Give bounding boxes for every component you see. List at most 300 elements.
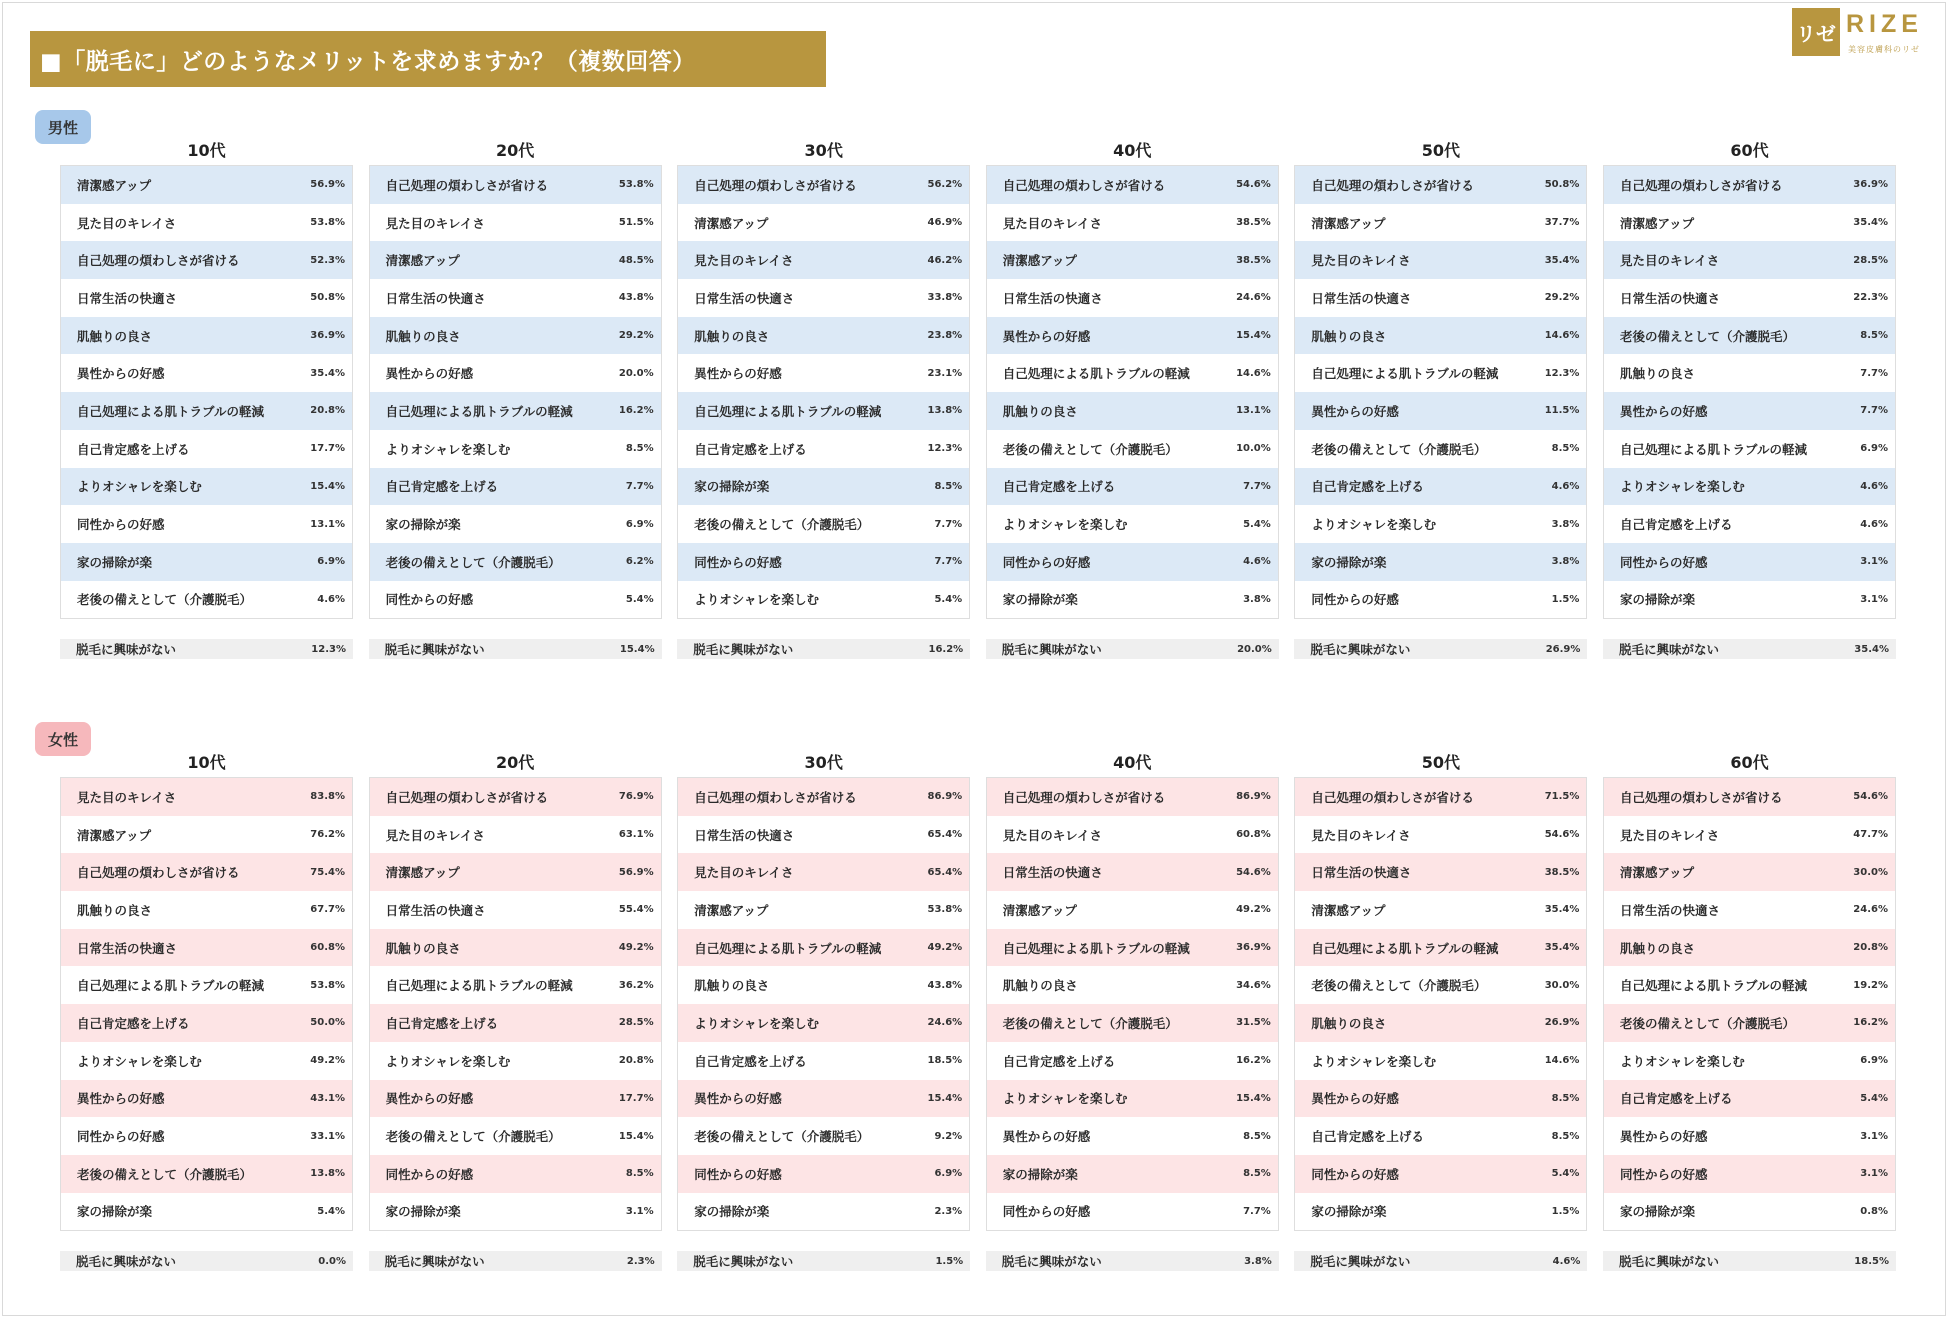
merit-percentage: 67.7%	[310, 904, 345, 916]
merit-percentage: 48.5%	[618, 254, 654, 266]
merit-percentage: 29.2%	[618, 330, 654, 342]
no-interest-label: 脱毛に興味がない	[1310, 1254, 1411, 1269]
merit-label: 清潔感アップ	[1002, 902, 1077, 918]
ranking-row	[61, 430, 352, 468]
merit-percentage: 8.5%	[625, 1168, 654, 1180]
merit-label: 自己肯定感を上げる	[1311, 479, 1424, 495]
ranking-row	[1604, 1155, 1895, 1193]
ranking-row	[987, 966, 1278, 1004]
ranking-row	[370, 1193, 661, 1231]
merit-percentage: 15.4%	[1236, 330, 1271, 342]
merit-label: 異性からの好感	[694, 1091, 782, 1107]
merit-label: 老後の備えとして（介護脱毛）	[77, 592, 253, 608]
ranking-row	[61, 279, 352, 317]
ranking-row	[987, 543, 1278, 581]
no-interest-percentage: 15.4%	[619, 643, 655, 655]
merit-percentage: 3.1%	[1860, 1130, 1888, 1142]
merit-percentage: 12.3%	[1544, 367, 1580, 379]
ranking-row	[61, 1080, 352, 1118]
ranking-row	[987, 279, 1278, 317]
ranking-row	[1295, 166, 1586, 204]
merit-label: 肌触りの良さ	[694, 978, 770, 994]
merit-label: 肌触りの良さ	[385, 328, 461, 344]
merit-label: 自己処理による肌トラブルの軽減	[1620, 441, 1808, 457]
ranking-row	[1604, 505, 1895, 543]
merit-label: 見た目のキレイさ	[385, 827, 485, 843]
merit-percentage: 56.9%	[310, 179, 345, 191]
ranking-row	[370, 581, 661, 619]
merit-label: 同性からの好感	[1311, 1166, 1399, 1182]
age-column-header: 10代	[187, 141, 226, 160]
merit-percentage: 46.9%	[927, 217, 963, 229]
merit-percentage: 3.1%	[1860, 593, 1888, 605]
no-interest-label: 脱毛に興味がない	[1619, 1254, 1720, 1269]
age-column-header: 50代	[1421, 141, 1461, 160]
age-column-header: 30代	[804, 753, 843, 772]
ranking-row	[61, 816, 352, 854]
ranking-row	[987, 853, 1278, 891]
merit-label: 清潔感アップ	[694, 215, 769, 231]
ranking-row	[678, 966, 969, 1004]
ranking-row	[987, 1080, 1278, 1118]
logo-subtitle: 美容皮膚科のリゼ	[1848, 45, 1920, 54]
merit-label: 老後の備えとして（介護脱毛）	[385, 1129, 561, 1145]
merit-percentage: 11.5%	[1544, 405, 1580, 417]
merit-percentage: 20.8%	[618, 1055, 654, 1067]
merit-label: 異性からの好感	[1002, 328, 1091, 344]
age-column	[677, 138, 970, 657]
no-interest-row	[986, 639, 1279, 659]
merit-label: 家の掃除が楽	[694, 479, 770, 495]
age-column	[1603, 750, 1896, 1269]
merit-percentage: 1.5%	[1551, 593, 1580, 605]
merit-label: 日常生活の快適さ	[694, 290, 795, 306]
ranking-row	[1604, 853, 1895, 891]
merit-percentage: 13.8%	[310, 1168, 345, 1180]
ranking-row	[1604, 468, 1895, 506]
ranking-list	[986, 165, 1279, 619]
ranking-row	[987, 929, 1278, 967]
merit-percentage: 6.9%	[1860, 443, 1888, 455]
merit-label: 自己処理の煩わしさが省ける	[694, 177, 857, 193]
merit-percentage: 16.2%	[1853, 1017, 1888, 1029]
merit-percentage: 38.5%	[1544, 866, 1580, 878]
merit-label: 日常生活の快適さ	[1002, 290, 1103, 306]
ranking-row	[1295, 1042, 1586, 1080]
merit-percentage: 2.3%	[934, 1205, 963, 1217]
merit-percentage: 6.9%	[317, 556, 345, 568]
ranking-row	[1295, 279, 1586, 317]
ranking-row	[678, 392, 969, 430]
merit-percentage: 53.8%	[618, 179, 654, 191]
merit-label: 老後の備えとして（介護脱毛）	[1002, 1015, 1178, 1031]
ranking-list	[60, 777, 353, 1231]
merit-label: 自己処理の煩わしさが省ける	[1620, 789, 1783, 805]
ranking-row	[1295, 891, 1586, 929]
ranking-list	[1294, 165, 1587, 619]
ranking-row	[370, 354, 661, 392]
ranking-row	[1604, 392, 1895, 430]
age-column-header: 10代	[187, 753, 226, 772]
merit-label: 自己肯定感を上げる	[694, 441, 807, 457]
ranking-row	[370, 1155, 661, 1193]
ranking-row	[1604, 891, 1895, 929]
ranking-row	[678, 891, 969, 929]
ranking-row	[678, 1080, 969, 1118]
merit-percentage: 13.1%	[1236, 405, 1271, 417]
merit-label: 肌触りの良さ	[1620, 940, 1696, 956]
age-column-header: 30代	[804, 141, 843, 160]
ranking-row	[61, 581, 352, 619]
age-column-header: 50代	[1421, 753, 1461, 772]
ranking-row	[987, 1042, 1278, 1080]
ranking-row	[987, 816, 1278, 854]
merit-percentage: 17.7%	[618, 1092, 654, 1104]
merit-percentage: 26.9%	[1544, 1017, 1580, 1029]
merit-label: 日常生活の快適さ	[77, 940, 178, 956]
merit-percentage: 15.4%	[1236, 1092, 1271, 1104]
merit-label: 自己肯定感を上げる	[77, 441, 190, 457]
merit-percentage: 36.9%	[1236, 942, 1271, 954]
merit-percentage: 30.0%	[1544, 979, 1580, 991]
no-interest-row	[60, 639, 353, 659]
merit-label: 同性からの好感	[385, 592, 474, 608]
ranking-list	[677, 165, 970, 619]
ranking-row	[61, 204, 352, 242]
ranking-row	[61, 1193, 352, 1231]
merit-percentage: 43.8%	[618, 292, 654, 304]
merit-label: 家の掃除が楽	[1002, 1166, 1078, 1182]
ranking-list	[986, 777, 1279, 1231]
ranking-row	[1604, 778, 1895, 816]
age-column	[369, 138, 662, 657]
merit-label: 自己処理による肌トラブルの軽減	[385, 403, 573, 419]
merit-label: 自己処理による肌トラブルの軽減	[77, 403, 265, 419]
merit-percentage: 54.6%	[1236, 866, 1271, 878]
merit-percentage: 13.8%	[927, 405, 963, 417]
merit-label: 自己処理の煩わしさが省ける	[77, 865, 240, 881]
age-column-header: 40代	[1113, 141, 1152, 160]
ranking-list	[1294, 777, 1587, 1231]
merit-percentage: 76.2%	[310, 829, 345, 841]
ranking-row	[678, 241, 969, 279]
ranking-row	[1295, 1080, 1586, 1118]
merit-label: 異性からの好感	[77, 366, 165, 382]
merit-percentage: 22.3%	[1853, 292, 1888, 304]
ranking-row	[1295, 1155, 1586, 1193]
ranking-row	[370, 891, 661, 929]
rize-logo	[1792, 8, 1948, 56]
ranking-row	[987, 1004, 1278, 1042]
merit-percentage: 14.6%	[1236, 367, 1271, 379]
ranking-row	[370, 166, 661, 204]
ranking-row	[678, 1155, 969, 1193]
merit-label: 自己処理の煩わしさが省ける	[1002, 177, 1166, 193]
merit-label: 同性からの好感	[694, 1166, 782, 1182]
ranking-row	[678, 204, 969, 242]
merit-percentage: 63.1%	[618, 829, 654, 841]
merit-percentage: 5.4%	[1243, 518, 1271, 530]
merit-label: 自己肯定感を上げる	[77, 1015, 190, 1031]
merit-percentage: 23.8%	[927, 330, 963, 342]
merit-label: 肌触りの良さ	[385, 940, 461, 956]
ranking-row	[370, 279, 661, 317]
merit-label: よりオシャレを楽しむ	[77, 479, 202, 495]
merit-percentage: 46.2%	[927, 254, 963, 266]
ranking-list	[60, 165, 353, 619]
merit-label: 見た目のキレイさ	[1311, 253, 1411, 269]
merit-percentage: 75.4%	[310, 866, 345, 878]
ranking-row	[987, 241, 1278, 279]
logo-wordmark: RIZE	[1846, 10, 1923, 38]
merit-percentage: 29.2%	[1544, 292, 1580, 304]
merit-percentage: 5.4%	[625, 593, 654, 605]
merit-percentage: 0.8%	[1860, 1205, 1888, 1217]
age-column	[986, 138, 1279, 657]
no-interest-percentage: 18.5%	[1854, 1255, 1889, 1267]
merit-label: 自己処理による肌トラブルの軽減	[1620, 978, 1808, 994]
ranking-row	[1295, 505, 1586, 543]
ranking-row	[1295, 929, 1586, 967]
ranking-row	[370, 543, 661, 581]
merit-label: よりオシャレを楽しむ	[385, 1053, 511, 1069]
merit-label: 老後の備えとして（介護脱毛）	[77, 1166, 253, 1182]
ranking-row	[678, 581, 969, 619]
merit-percentage: 53.8%	[310, 979, 345, 991]
merit-percentage: 20.8%	[310, 405, 345, 417]
merit-label: 自己処理の煩わしさが省ける	[694, 789, 857, 805]
merit-label: 自己処理による肌トラブルの軽減	[77, 978, 265, 994]
no-interest-row	[986, 1251, 1279, 1271]
ranking-row	[1604, 430, 1895, 468]
merit-percentage: 38.5%	[1236, 254, 1271, 266]
merit-percentage: 20.0%	[618, 367, 654, 379]
ranking-row	[1295, 354, 1586, 392]
merit-label: 自己肯定感を上げる	[1620, 1091, 1733, 1107]
age-column	[1294, 750, 1587, 1269]
ranking-row	[987, 317, 1278, 355]
merit-percentage: 23.1%	[927, 367, 963, 379]
ranking-row	[61, 1004, 352, 1042]
merit-label: 自己処理による肌トラブルの軽減	[385, 978, 573, 994]
ranking-row	[1295, 778, 1586, 816]
merit-percentage: 6.9%	[934, 1168, 963, 1180]
merit-label: 清潔感アップ	[1002, 253, 1077, 269]
ranking-row	[678, 354, 969, 392]
no-interest-percentage: 3.8%	[1244, 1255, 1272, 1267]
ranking-row	[1295, 317, 1586, 355]
merit-percentage: 54.6%	[1236, 179, 1271, 191]
no-interest-row	[369, 639, 662, 659]
ranking-row	[1295, 204, 1586, 242]
merit-label: 同性からの好感	[385, 1166, 474, 1182]
merit-label: 見た目のキレイさ	[1002, 215, 1103, 231]
merit-label: 異性からの好感	[77, 1091, 165, 1107]
merit-label: 自己処理による肌トラブルの軽減	[1002, 366, 1190, 382]
gender-badge-female: 女性	[35, 722, 91, 756]
ranking-row	[987, 1193, 1278, 1231]
no-interest-label: 脱毛に興味がない	[1001, 642, 1102, 657]
ranking-row	[987, 354, 1278, 392]
ranking-row	[678, 468, 969, 506]
ranking-row	[370, 1042, 661, 1080]
merit-label: 肌触りの良さ	[1002, 403, 1078, 419]
ranking-row	[370, 929, 661, 967]
no-interest-percentage: 16.2%	[928, 643, 964, 655]
merit-label: 見た目のキレイさ	[1620, 827, 1720, 843]
merit-label: よりオシャレを楽しむ	[694, 1015, 819, 1031]
no-interest-percentage: 12.3%	[311, 643, 346, 655]
age-column-header: 20代	[495, 753, 535, 772]
no-interest-percentage: 26.9%	[1545, 643, 1581, 655]
merit-label: 日常生活の快適さ	[1002, 865, 1103, 881]
ranking-list	[1603, 777, 1896, 1231]
merit-label: 異性からの好感	[385, 366, 474, 382]
merit-label: 異性からの好感	[1620, 1129, 1708, 1145]
merit-label: 自己処理による肌トラブルの軽減	[1002, 940, 1190, 956]
merit-percentage: 14.6%	[1544, 1055, 1580, 1067]
ranking-row	[1295, 392, 1586, 430]
merit-percentage: 3.1%	[1860, 556, 1888, 568]
merit-label: 自己処理の煩わしさが省ける	[1311, 177, 1474, 193]
merit-percentage: 49.2%	[310, 1055, 345, 1067]
no-interest-label: 脱毛に興味がない	[384, 1254, 485, 1269]
merit-percentage: 24.6%	[1853, 904, 1888, 916]
ranking-row	[1604, 241, 1895, 279]
no-interest-percentage: 20.0%	[1237, 643, 1272, 655]
merit-percentage: 7.7%	[934, 518, 963, 530]
ranking-row	[61, 354, 352, 392]
merit-label: 見た目のキレイさ	[385, 215, 485, 231]
merit-percentage: 5.4%	[1860, 1092, 1888, 1104]
merit-percentage: 71.5%	[1544, 791, 1580, 803]
merit-label: 清潔感アップ	[694, 902, 769, 918]
merit-label: 異性からの好感	[1620, 403, 1708, 419]
ranking-row	[678, 1117, 969, 1155]
merit-label: よりオシャレを楽しむ	[1620, 479, 1745, 495]
merit-label: 家の掃除が楽	[77, 554, 153, 570]
merit-label: 老後の備えとして（介護脱毛）	[1311, 978, 1487, 994]
merit-label: 自己処理による肌トラブルの軽減	[694, 403, 882, 419]
ranking-row	[1604, 317, 1895, 355]
merit-label: 同性からの好感	[1002, 554, 1091, 570]
merit-percentage: 49.2%	[1236, 904, 1271, 916]
merit-label: 同性からの好感	[1311, 592, 1399, 608]
merit-label: 家の掃除が楽	[1311, 554, 1387, 570]
merit-label: 老後の備えとして（介護脱毛）	[1311, 441, 1487, 457]
merit-label: 家の掃除が楽	[1620, 592, 1696, 608]
merit-percentage: 50.8%	[310, 292, 345, 304]
ranking-row	[678, 279, 969, 317]
merit-percentage: 7.7%	[1243, 480, 1271, 492]
merit-percentage: 7.7%	[934, 556, 963, 568]
merit-percentage: 9.2%	[934, 1130, 963, 1142]
ranking-row	[370, 430, 661, 468]
age-column	[1603, 138, 1896, 657]
merit-percentage: 76.9%	[618, 791, 654, 803]
ranking-row	[370, 778, 661, 816]
ranking-list	[369, 165, 662, 619]
merit-label: 日常生活の快適さ	[385, 902, 486, 918]
merit-percentage: 47.7%	[1853, 829, 1888, 841]
merit-percentage: 3.8%	[1243, 593, 1271, 605]
no-interest-row	[1294, 1251, 1587, 1271]
age-column	[60, 750, 353, 1269]
merit-percentage: 4.6%	[1860, 480, 1888, 492]
ranking-list	[677, 777, 970, 1231]
ranking-row	[370, 1117, 661, 1155]
merit-label: 異性からの好感	[694, 366, 782, 382]
ranking-row	[987, 166, 1278, 204]
ranking-row	[61, 891, 352, 929]
merit-label: 清潔感アップ	[385, 253, 460, 269]
ranking-row	[678, 778, 969, 816]
ranking-list	[1603, 165, 1896, 619]
merit-percentage: 50.8%	[1544, 179, 1580, 191]
ranking-row	[1604, 204, 1895, 242]
ranking-row	[1295, 430, 1586, 468]
merit-percentage: 35.4%	[1544, 942, 1580, 954]
merit-label: 同性からの好感	[1002, 1204, 1091, 1220]
merit-label: 肌触りの良さ	[77, 328, 153, 344]
merit-percentage: 15.4%	[618, 1130, 654, 1142]
no-interest-label: 脱毛に興味がない	[76, 642, 177, 657]
ranking-row	[1604, 543, 1895, 581]
merit-label: 家の掃除が楽	[385, 1204, 461, 1220]
merit-label: 見た目のキレイさ	[1620, 253, 1720, 269]
merit-label: 自己肯定感を上げる	[1002, 479, 1116, 495]
ranking-row	[678, 505, 969, 543]
ranking-row	[678, 1042, 969, 1080]
ranking-row	[370, 317, 661, 355]
merit-label: 家の掃除が楽	[1002, 592, 1078, 608]
merit-percentage: 3.1%	[625, 1205, 654, 1217]
ranking-row	[678, 853, 969, 891]
ranking-list	[369, 777, 662, 1231]
no-interest-row	[677, 639, 970, 659]
merit-label: 家の掃除が楽	[385, 517, 461, 533]
ranking-row	[1295, 241, 1586, 279]
merit-percentage: 56.2%	[927, 179, 963, 191]
merit-percentage: 35.4%	[310, 367, 345, 379]
merit-label: 自己処理の煩わしさが省ける	[1002, 789, 1166, 805]
age-column-header: 40代	[1113, 753, 1152, 772]
ranking-row	[987, 581, 1278, 619]
ranking-row	[1604, 816, 1895, 854]
ranking-row	[370, 816, 661, 854]
ranking-row	[370, 1004, 661, 1042]
no-interest-label: 脱毛に興味がない	[1001, 1254, 1102, 1269]
merit-label: 日常生活の快適さ	[77, 290, 178, 306]
ranking-row	[1604, 1080, 1895, 1118]
ranking-row	[1604, 929, 1895, 967]
ranking-row	[1295, 543, 1586, 581]
ranking-row	[61, 468, 352, 506]
merit-percentage: 49.2%	[618, 942, 654, 954]
page-title: ■「脱毛に」どのようなメリットを求めますか？（複数回答）	[30, 31, 826, 87]
ranking-row	[370, 241, 661, 279]
ranking-row	[61, 241, 352, 279]
ranking-row	[1295, 468, 1586, 506]
merit-label: 家の掃除が楽	[1311, 1204, 1387, 1220]
merit-label: 肌触りの良さ	[1311, 1015, 1387, 1031]
merit-percentage: 53.8%	[927, 904, 963, 916]
ranking-row	[1604, 1117, 1895, 1155]
merit-label: 同性からの好感	[1620, 1166, 1708, 1182]
merit-label: 日常生活の快適さ	[1620, 902, 1721, 918]
merit-percentage: 3.1%	[1860, 1168, 1888, 1180]
merit-label: 肌触りの良さ	[77, 902, 153, 918]
